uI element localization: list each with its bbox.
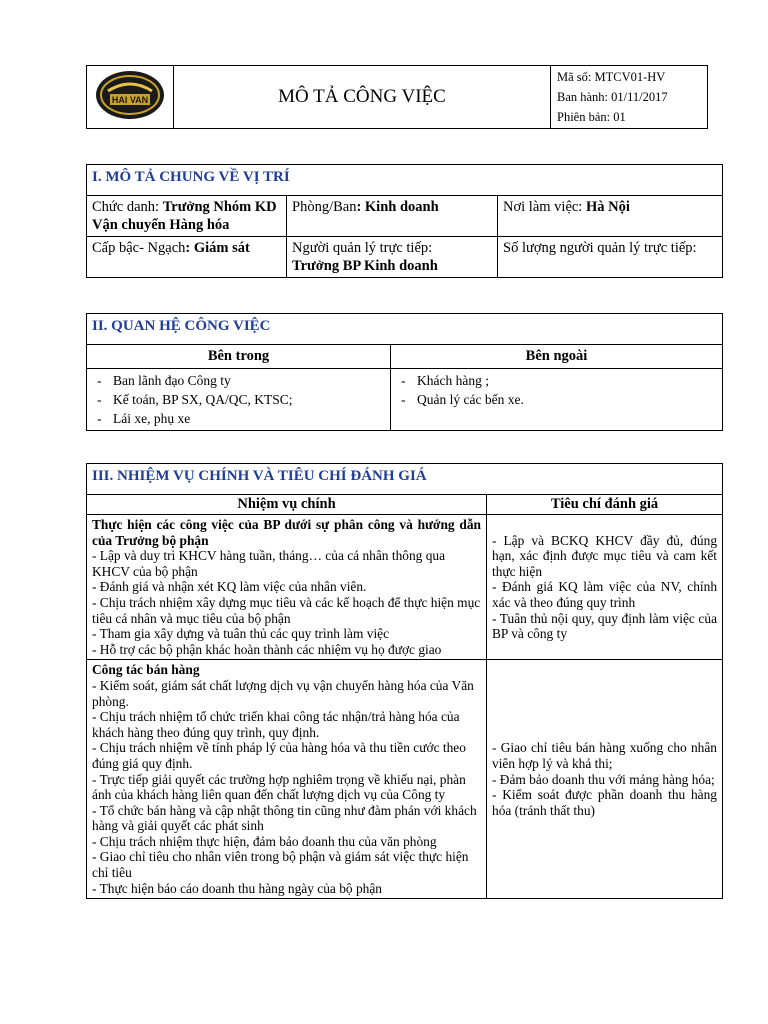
company-logo-cell bbox=[87, 66, 174, 129]
duty-item: - Lập và duy trì KHCV hàng tuần, tháng… của cá nhân thông qua KHCV của bộ phận bbox=[92, 548, 446, 579]
external-header: Bên ngoài bbox=[391, 345, 723, 369]
grade-cell bbox=[87, 237, 287, 278]
company-logo-icon bbox=[94, 69, 166, 121]
duty-item: - Chịu trách nhiệm tổ chức triển khai công tác nhận/trả hàng hóa của khách hàng theo đúng quy trình, quy định. bbox=[92, 709, 460, 740]
job-title-label: Chức danh: bbox=[92, 199, 163, 215]
duty-item: - Hỗ trợ các bộ phận khác hoàn thành các nhiệm vụ họ được giao bbox=[92, 641, 442, 657]
duty-item: - Thực hiện báo cáo doanh thu hàng ngày của bộ phận bbox=[92, 880, 382, 896]
manager-cell bbox=[287, 237, 498, 278]
section-main-duties bbox=[86, 463, 723, 899]
criteria-item: - Lập và BCKQ KHCV đầy đủ, đúng hạn, xác định được mục tiêu và cam kết thực hiện bbox=[492, 532, 718, 579]
section3-title: III. NHIỆM VỤ CHÍNH VÀ TIÊU CHÍ ĐÁNH GIÁ bbox=[87, 464, 723, 495]
department-value: : Kinh doanh bbox=[356, 199, 439, 215]
document-header bbox=[86, 65, 708, 129]
workplace-value: Hà Nội bbox=[585, 199, 630, 215]
manager-value: Trưởng BP Kinh doanh bbox=[292, 258, 438, 274]
criteria-item: - Kiểm soát được phần doanh thu hàng hóa (tránh thất thu) bbox=[492, 787, 718, 818]
duty-item: - Tham gia xây dựng và tuân thủ các quy trình làm việc bbox=[92, 626, 390, 642]
criteria-item: - Tuân thủ nội quy, quy định làm việc của BP và công ty bbox=[492, 610, 718, 642]
criteria-header: Tiêu chí đánh giá bbox=[487, 495, 723, 515]
section1-title: I. MÔ TẢ CHUNG VỀ VỊ TRÍ bbox=[87, 165, 723, 196]
logo-text: HAI VAN bbox=[111, 94, 149, 105]
job-title-cell bbox=[87, 196, 287, 237]
document-meta bbox=[551, 66, 708, 129]
document-version: Phiên bản: 01 bbox=[557, 110, 626, 124]
section-work-relations bbox=[86, 313, 723, 431]
duties-group-heading: Thực hiện các công việc của BP dưới sự phân công và hướng dẫn của Trưởng bộ phận bbox=[92, 517, 481, 548]
internal-header: Bên trong bbox=[87, 345, 391, 369]
duty-item: - Kiểm soát, giám sát chất lượng dịch vụ vận chuyển hàng hóa của Văn phòng. bbox=[92, 677, 474, 709]
duty-item: - Tổ chức bán hàng và cập nhật thông tin cũng như đàm phán với khách hàng và giải quyết các phát sinh bbox=[92, 802, 477, 834]
document-issue-date: Ban hành: 01/11/2017 bbox=[557, 90, 668, 104]
duties-group-1 bbox=[87, 515, 487, 660]
duty-item: - Giao chỉ tiêu cho nhân viên trong bộ phận và giám sát việc thực hiện chỉ tiêu bbox=[92, 849, 469, 881]
workplace-cell bbox=[498, 196, 723, 237]
grade-label: Cấp bậc- Ngạch bbox=[92, 240, 186, 256]
subordinates-cell: Số lượng người quản lý trực tiếp: bbox=[498, 237, 723, 278]
duties-header: Nhiệm vụ chính bbox=[87, 495, 487, 515]
criteria-group-2 bbox=[487, 660, 723, 899]
criteria-group-1 bbox=[487, 515, 723, 660]
document-title: MÔ TẢ CÔNG VIỆC bbox=[174, 66, 551, 129]
duties-group-heading: Công tác bán hàng bbox=[92, 662, 200, 678]
list-item: - Kế toán, BP SX, QA/QC, KTSC; bbox=[93, 390, 384, 409]
external-relations bbox=[391, 369, 723, 431]
duty-item: - Trực tiếp giải quyết các trường hợp nghiêm trọng về khiếu nại, phàn ánh của khách hàng liên quan đến chất lượng dịch vụ của Công ty bbox=[92, 771, 466, 803]
duty-item: - Chịu trách nhiệm về tính pháp lý của hàng hóa và thu tiền cước theo đúng giá quy định. bbox=[92, 740, 466, 771]
criteria-item: - Giao chỉ tiêu bán hàng xuống cho nhân viên hợp lý và khả thi; bbox=[492, 740, 718, 771]
criteria-item: - Đánh giá KQ làm việc của NV, chính xác và theo đúng quy trình bbox=[492, 579, 718, 610]
list-item: - Ban lãnh đạo Công ty bbox=[93, 371, 384, 390]
list-item: - Lái xe, phụ xe bbox=[93, 409, 384, 428]
internal-relations bbox=[87, 369, 391, 431]
department-label: Phòng/Ban bbox=[292, 199, 357, 215]
workplace-label: Nơi làm việc: bbox=[503, 199, 586, 215]
duties-group-2 bbox=[87, 660, 487, 899]
list-item: - Quản lý các bến xe. bbox=[397, 390, 716, 409]
criteria-item: - Đảm bảo doanh thu với mảng hàng hóa; bbox=[492, 771, 715, 787]
section2-title: II. QUAN HỆ CÔNG VIỆC bbox=[87, 314, 723, 345]
grade-value: : Giám sát bbox=[185, 240, 250, 256]
job-title-value: Trưởng Nhóm KD Vận chuyển Hàng hóa bbox=[92, 199, 277, 233]
list-item: - Khách hàng ; bbox=[397, 371, 716, 390]
duty-item: - Chịu trách nhiệm thực hiện, đảm bảo doanh thu của văn phòng bbox=[92, 833, 437, 849]
document-code: Mã số: MTCV01-HV bbox=[557, 70, 666, 84]
duty-item: - Chịu trách nhiệm xây dựng mục tiêu và các kế hoạch để thực hiện mục tiêu cá nhân và mục tiêu của bộ phận bbox=[92, 594, 481, 626]
manager-label: Người quản lý trực tiếp: bbox=[292, 240, 433, 256]
department-cell bbox=[287, 196, 498, 237]
section-general-position bbox=[86, 164, 723, 278]
duty-item: - Đánh giá và nhận xét KQ làm việc của nhân viên. bbox=[92, 579, 367, 595]
